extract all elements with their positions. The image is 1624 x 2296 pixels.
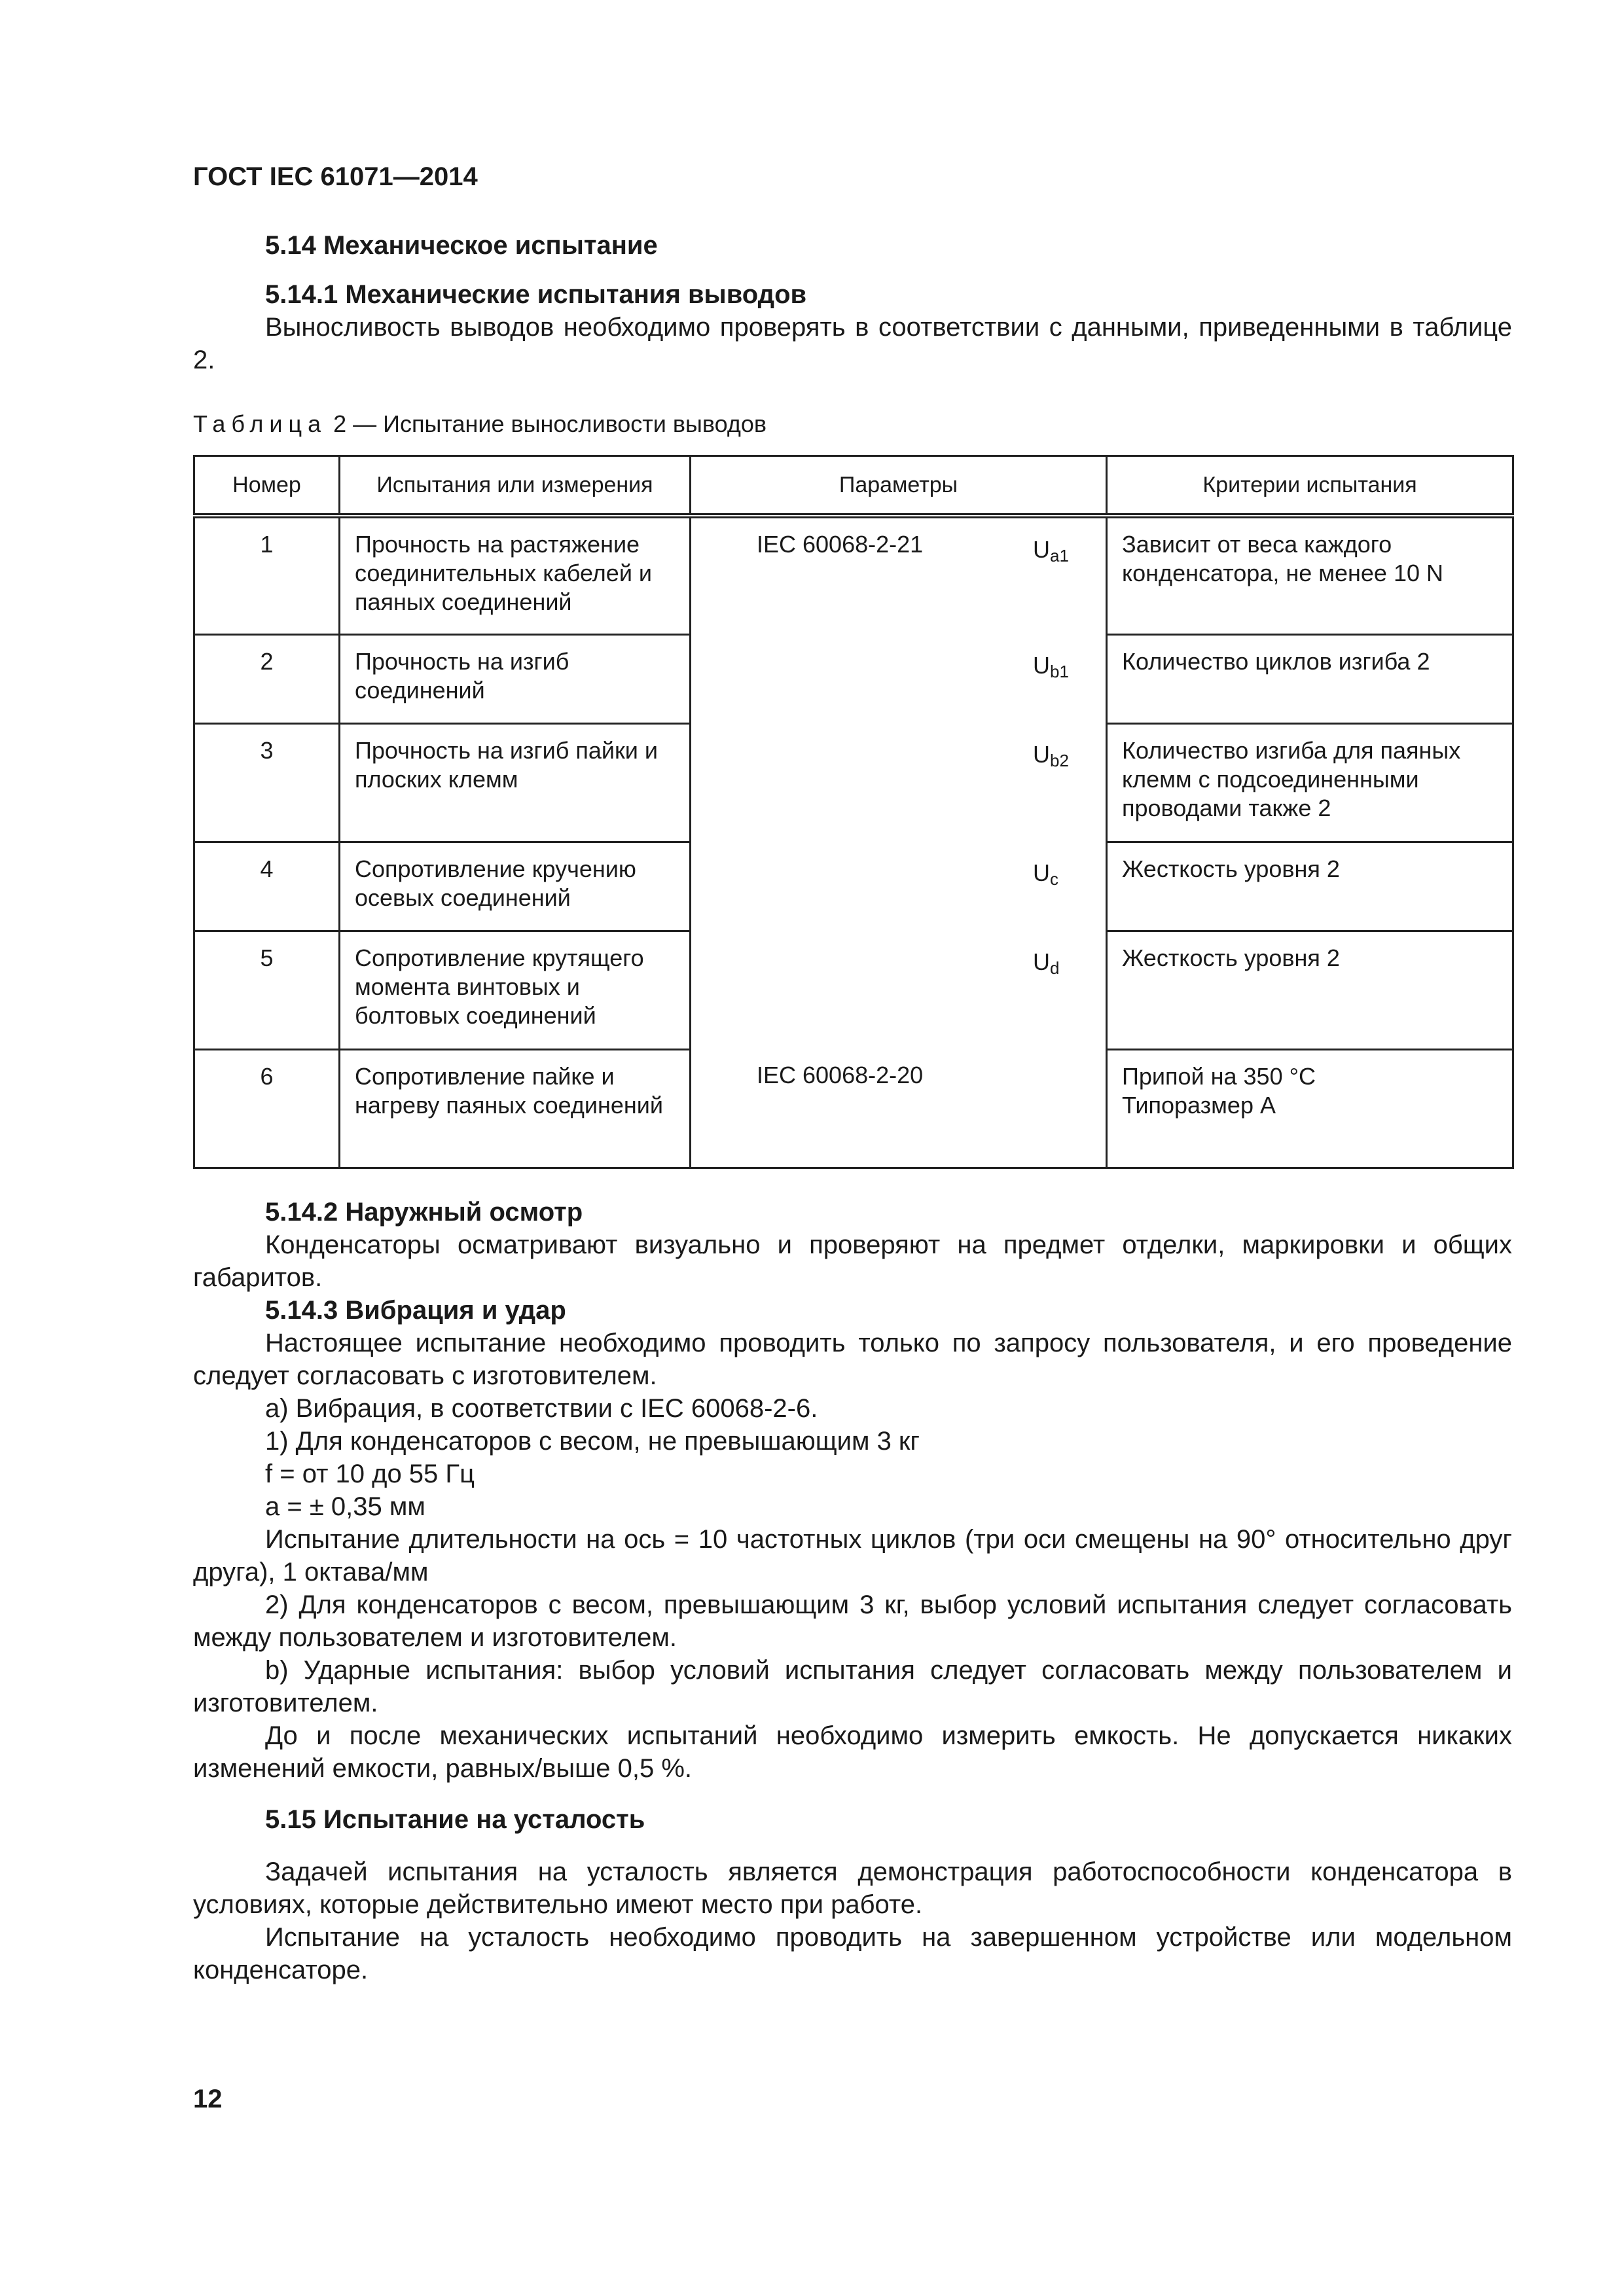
param-test-code: $U_{b1}$: [1033, 652, 1069, 681]
criteria-line: Типоразмер А: [1122, 1091, 1276, 1119]
param-standard: IEC 60068-2-21: [757, 531, 924, 558]
param-test-code: $U_{a1}$: [1033, 536, 1069, 565]
paragraph: f = от 10 до 55 Гц: [265, 1460, 475, 1488]
paragraph: 1) Для конденсаторов с весом, не превышающим 3 кг: [265, 1427, 920, 1456]
row-params: [691, 634, 1107, 723]
sections-5-14-2-to-5-14-3: [193, 1196, 1512, 1785]
table-row: [194, 516, 1513, 634]
row-params: [691, 723, 1107, 842]
paragraph: b) Ударные испытания: выбор условий испытания следует согласовать между пользователем и изготовителем.: [193, 1656, 1512, 1717]
paragraph: Испытание на усталость необходимо проводить на завершенном устройстве или модельном конденсаторе.: [193, 1923, 1512, 1984]
table-row: [194, 723, 1513, 842]
row-test: Прочность на изгиб пайки и плоских клемм: [340, 723, 691, 842]
table-row: [194, 931, 1513, 1049]
row-params: [691, 516, 1107, 634]
table-caption-title: 2 — Испытание выносливости выводов: [327, 410, 767, 437]
param-test-code: $U_c$: [1033, 859, 1058, 889]
table-row: [194, 1049, 1513, 1168]
paragraph: Настоящее испытание необходимо проводить только по запросу пользователя, и его проведение следует согласовать с изготовителем.: [193, 1329, 1512, 1390]
row-number: 5: [194, 931, 340, 1049]
row-number: 4: [194, 842, 340, 931]
table-row: [194, 634, 1513, 723]
table-row: [194, 842, 1513, 931]
section-5-14-1-title: 5.14.1 Механические испытания выводов: [265, 280, 807, 309]
row-criteria: Количество циклов изгиба 2: [1107, 634, 1513, 723]
table-2: [193, 455, 1514, 1169]
page-number: 12: [193, 2085, 223, 2113]
section-5-14-1-text: Выносливость выводов необходимо проверять в соответствии с данными, приведенными в таблице 2.: [193, 313, 1512, 374]
criteria-line: Припой на 350 °С: [1122, 1062, 1316, 1090]
row-number: 2: [194, 634, 340, 723]
section-5-15-body: [193, 1856, 1512, 1986]
row-number: 3: [194, 723, 340, 842]
table-header-row: [194, 456, 1513, 516]
row-criteria: Жесткость уровня 2: [1107, 842, 1513, 931]
document-header: ГОСТ IEC 61071—2014: [193, 162, 478, 191]
row-test: Сопротивление крутящего момента винтовых и болтовых соединений: [340, 931, 691, 1049]
section-5-14-2-title: 5.14.2 Наружный осмотр: [265, 1198, 583, 1227]
paragraph: Задачей испытания на усталость является демонстрация работоспособности конденсатора в условиях, которые действительно имеют место при работе.: [193, 1857, 1512, 1919]
section-5-14-2-text: Конденсаторы осматривают визуально и проверяют на предмет отделки, маркировки и общих габаритов.: [193, 1230, 1512, 1292]
param-test-code: $U_d$: [1033, 948, 1060, 978]
table-caption: [193, 410, 767, 438]
row-number: 1: [194, 516, 340, 634]
section-5-15-title: 5.15 Испытание на усталость: [265, 1805, 645, 1834]
row-test: Сопротивление пайке и нагреву паяных соединений: [340, 1049, 691, 1168]
header-number: Номер: [194, 456, 340, 516]
paragraph: 2) Для конденсаторов с весом, превышающим 3 кг, выбор условий испытания следует согласовать между пользователем и изготовителем.: [193, 1590, 1512, 1652]
header-criteria: Критерии испытания: [1107, 456, 1513, 516]
section-5-14-3-title: 5.14.3 Вибрация и удар: [265, 1296, 566, 1325]
paragraph: До и после механических испытаний необходимо измерить емкость. Не допускается никаких изменений емкости, равных/выше 0,5 %.: [193, 1721, 1512, 1783]
row-params: [691, 842, 1107, 931]
row-test: Сопротивление кручению осевых соединений: [340, 842, 691, 931]
table-caption-label: Таблица: [193, 410, 327, 437]
row-criteria: [1107, 1049, 1513, 1168]
row-params: [691, 931, 1107, 1049]
section-5-14-title: 5.14 Механическое испытание: [265, 231, 658, 260]
paragraph: а) Вибрация, в соответствии с IEC 60068-2-6.: [265, 1394, 818, 1423]
row-number: 6: [194, 1049, 340, 1168]
row-test: Прочность на растяжение соединительных кабелей и паяных соединений: [340, 516, 691, 634]
row-criteria: Зависит от веса каждого конденсатора, не менее 10 N: [1107, 516, 1513, 634]
row-criteria: Жесткость уровня 2: [1107, 931, 1513, 1049]
header-test: Испытания или измерения: [340, 456, 691, 516]
paragraph: а = ± 0,35 мм: [265, 1492, 425, 1521]
row-params: [691, 1049, 1107, 1168]
paragraph: Испытание длительности на ось = 10 частотных циклов (три оси смещены на 90° относительно друг друга), 1 октава/мм: [193, 1525, 1512, 1587]
param-test-code: $U_{b2}$: [1033, 741, 1069, 770]
row-test: Прочность на изгиб соединений: [340, 634, 691, 723]
param-standard: IEC 60068-2-20: [757, 1062, 924, 1088]
row-criteria: Количество изгиба для паяных клемм с подсоединенными проводами также 2: [1107, 723, 1513, 842]
header-params: Параметры: [691, 456, 1107, 516]
